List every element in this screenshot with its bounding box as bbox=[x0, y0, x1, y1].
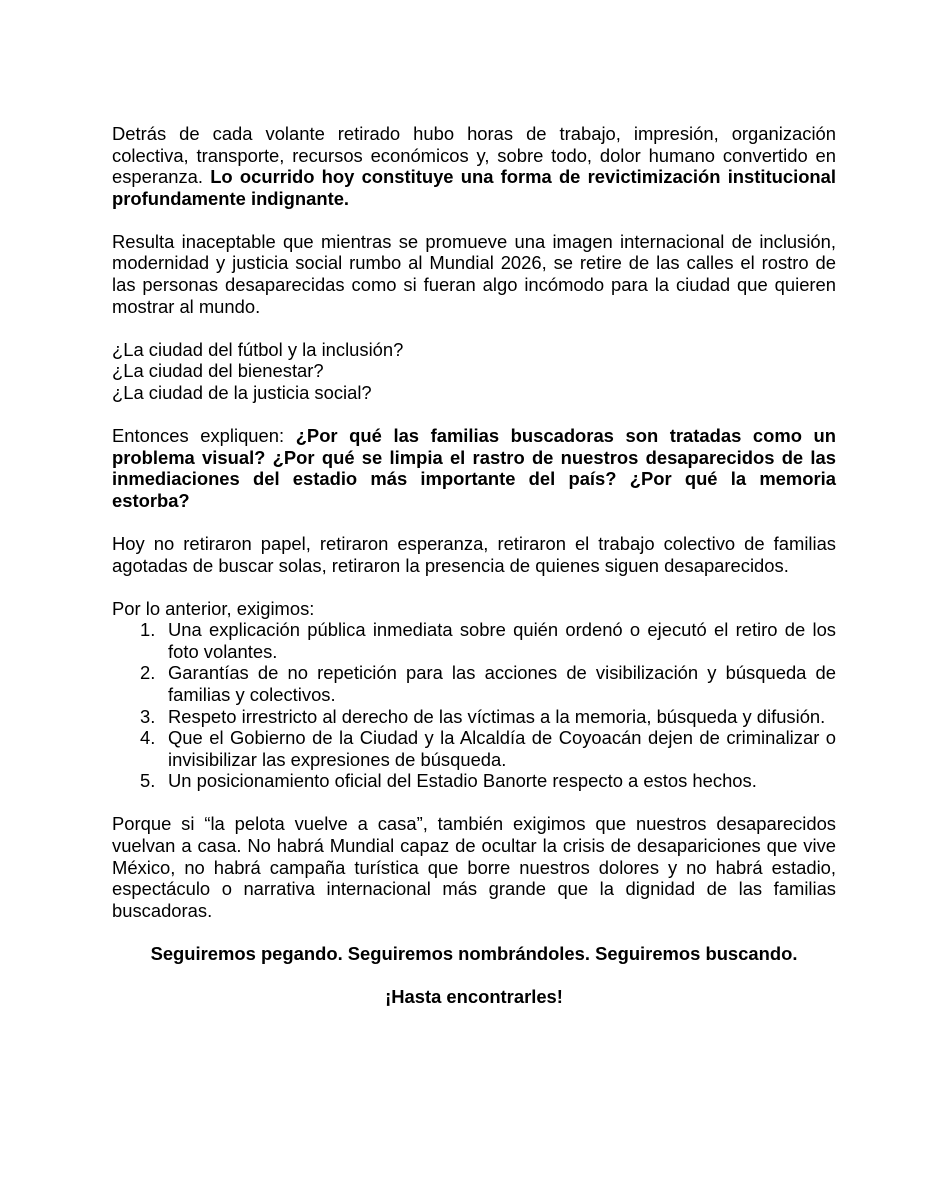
list-number: 1. bbox=[140, 619, 156, 641]
closing-statement: Seguiremos pegando. Seguiremos nombrándoles. Seguiremos buscando. bbox=[150, 942, 798, 964]
list-number: 2. bbox=[140, 662, 156, 684]
demands-list bbox=[112, 619, 836, 792]
closing-slogan: ¡Hasta encontrarles! bbox=[385, 986, 563, 1007]
paragraph-volantes-text: Detrás de cada volante retirado hubo horas de trabajo, impresión, organización colectiva, transporte, recursos económicos y, sobre todo, dolor humano convertido en esperanza. bbox=[112, 123, 836, 188]
paragraph-expliquen-text: Entonces expliquen: bbox=[112, 425, 296, 447]
list-text: Una explicación pública inmediata sobre quién ordenó o ejecutó el retiro de los foto volantes. bbox=[168, 619, 836, 662]
paragraph-volantes-bold: Lo ocurrido hoy constituye una forma de revictimización institucional profundamente indignante. bbox=[112, 166, 836, 209]
paragraph-inaceptable: Resulta inaceptable que mientras se promueve una imagen internacional de inclusión, modernidad y justicia social rumbo al Mundial 2026, se retire de las calles el rostro de las personas desaparecidas como si fueran algo incómodo para la ciudad que quieren mostrar al mundo. bbox=[112, 230, 836, 317]
question-line: ¿La ciudad de la justicia social? bbox=[112, 381, 372, 403]
question-line: ¿La ciudad del bienestar? bbox=[112, 360, 324, 382]
list-text: Garantías de no repetición para las acciones de visibilización y búsqueda de familias y colectivos. bbox=[168, 662, 836, 705]
list-item bbox=[112, 770, 836, 792]
document-page bbox=[112, 123, 836, 1008]
paragraph-volantes bbox=[112, 123, 836, 209]
list-text: Un posicionamiento oficial del Estadio Banorte respecto a estos hechos. bbox=[168, 770, 757, 792]
questions-block bbox=[112, 339, 836, 404]
demands-intro: Por lo anterior, exigimos: bbox=[112, 597, 315, 619]
paragraph-hoy: Hoy no retiraron papel, retiraron esperanza, retiraron el trabajo colectivo de familias agotadas de buscar solas, retiraron la presencia de quienes siguen desaparecidos. bbox=[112, 532, 836, 576]
list-number: 4. bbox=[140, 727, 156, 749]
question-line: ¿La ciudad del fútbol y la inclusión? bbox=[112, 338, 404, 360]
list-text: Que el Gobierno de la Ciudad y la Alcaldía de Coyoacán dejen de criminalizar o invisibilizar las expresiones de búsqueda. bbox=[168, 727, 836, 770]
paragraph-pelota: Porque si “la pelota vuelve a casa”, también exigimos que nuestros desaparecidos vuelvan a casa. No habrá Mundial capaz de ocultar la crisis de desapariciones que vive México, no habrá campaña turística que borre nuestros dolores y no habrá estadio, espectáculo o narrativa internacional más grande que la dignidad de las familias buscadoras. bbox=[112, 813, 836, 921]
list-item bbox=[112, 662, 836, 705]
list-item bbox=[112, 706, 836, 728]
paragraph-expliquen-bold: ¿Por qué las familias buscadoras son tratadas como un problema visual? ¿Por qué se limpia el rastro de nuestros desaparecidos de las inmediaciones del estadio más importante del país? ¿Por qué la memoria estorba? bbox=[112, 425, 837, 511]
list-item bbox=[112, 727, 836, 770]
list-number: 3. bbox=[140, 705, 156, 727]
paragraph-expliquen bbox=[112, 425, 836, 511]
list-number: 5. bbox=[140, 770, 156, 792]
list-item bbox=[112, 619, 836, 662]
list-text: Respeto irrestricto al derecho de las víctimas a la memoria, búsqueda y difusión. bbox=[168, 705, 826, 727]
